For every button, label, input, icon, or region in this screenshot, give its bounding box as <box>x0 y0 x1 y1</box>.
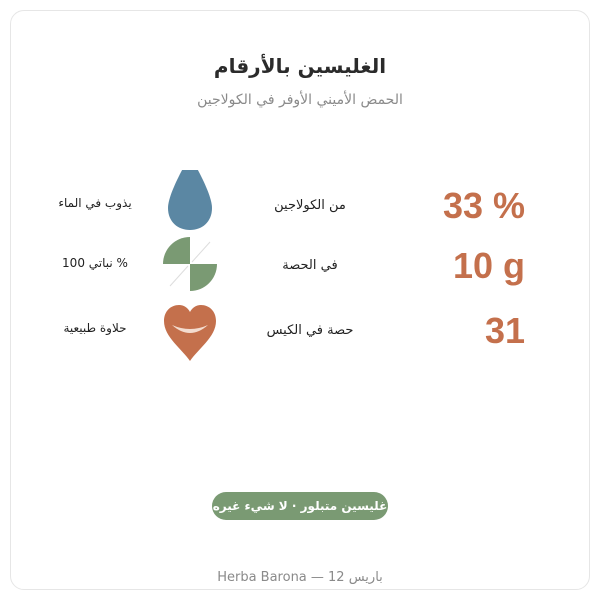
stat-label: حصة في الكيس <box>266 323 354 338</box>
stat-value: 10 g <box>452 245 525 286</box>
feature-label: يذوب في الماء <box>58 196 132 210</box>
footer-text: Herba Barona — 12 باريس <box>217 570 383 585</box>
stat-value: 31 <box>484 310 525 351</box>
stat-row-bag <box>0 295 600 365</box>
leaf-pinwheel-icon <box>160 230 220 300</box>
stat-label: في الحصة <box>282 258 338 273</box>
page-subtitle: الحمض الأميني الأوفر في الكولاجين <box>197 92 403 108</box>
feature-label: حلاوة طبيعية <box>63 321 127 335</box>
feature-label: نباتي 100 % <box>62 256 128 270</box>
page-title: الغليسين بالأرقام <box>213 54 387 78</box>
product-badge: غليسين متبلور · لا شيء غيره <box>212 492 388 520</box>
stat-value: 33 % <box>442 185 525 226</box>
heart-smile-icon <box>160 295 220 365</box>
stat-label: من الكولاجين <box>274 198 346 213</box>
stat-row-serving <box>0 230 600 300</box>
